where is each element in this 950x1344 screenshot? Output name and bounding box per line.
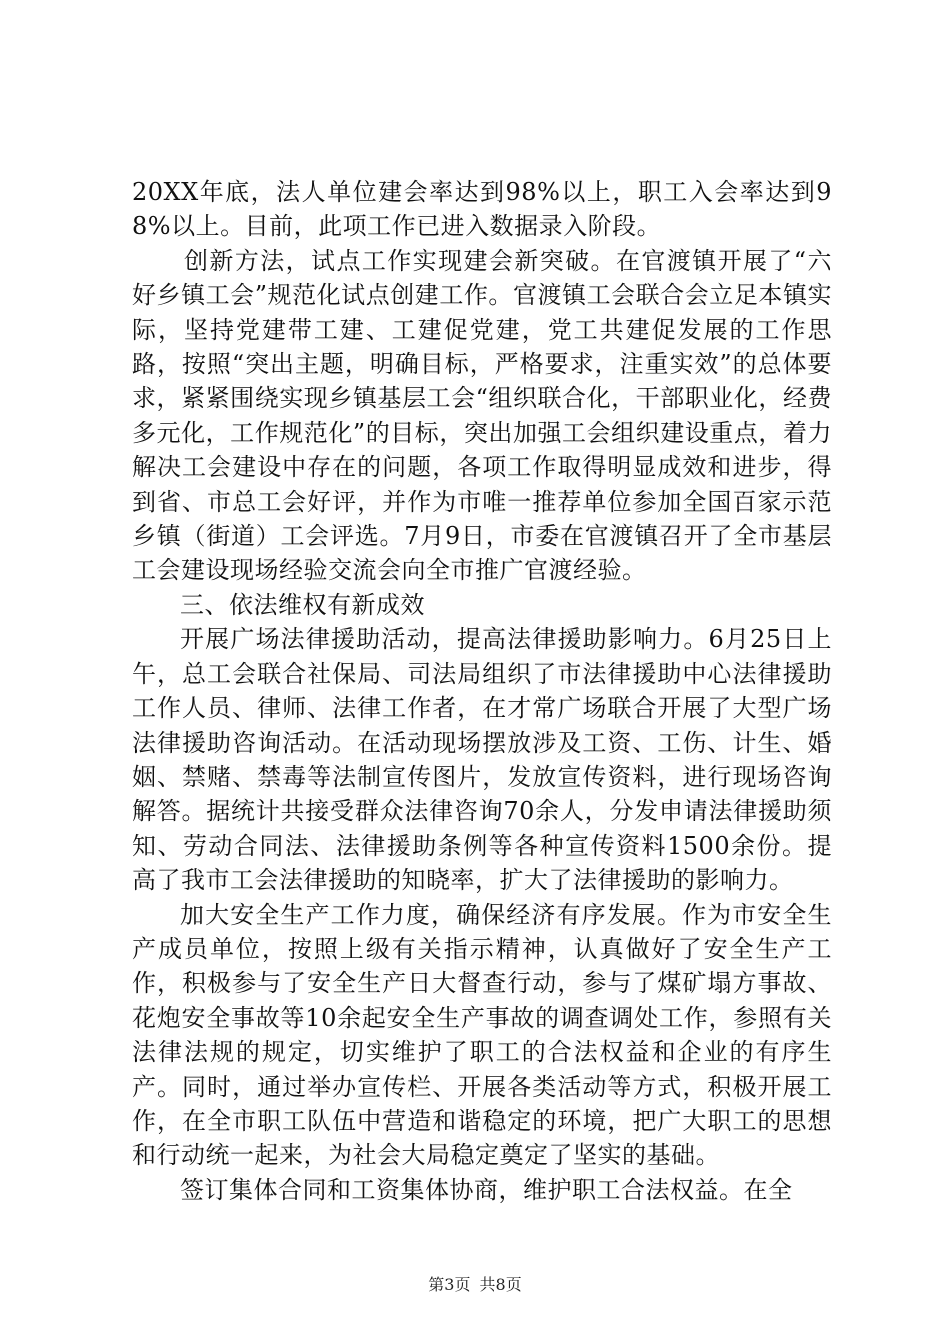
paragraph-collective-contract: 签订集体合同和工资集体协商，维护职工合法权益。在全 bbox=[180, 1175, 793, 1204]
document-body bbox=[132, 175, 832, 1207]
paragraph-continuation: 20XX年底，法人单位建会率达到98%以上，职工入会率达到98%以上。目前，此项工作已进入数据录入阶段。 bbox=[132, 178, 832, 241]
page-total: 共8页 bbox=[479, 1275, 522, 1294]
page-footer bbox=[0, 1272, 950, 1295]
page-number: 第3页 bbox=[428, 1275, 471, 1294]
paragraph-safety-production: 加大安全生产工作力度，确保经济有序发展。作为市安全生产成员单位，按照上级有关指示精神，认真做好了安全生产工作，积极参与了安全生产日大督查行动，参与了煤矿塌方事故、花炮安全事故等10余起安全生产事故的调查调处工作，参照有关法律法规的规定，切实维护了职工的合法权益和企业的有序生产。同时，通过举办宣传栏、开展各类活动等方式，积极开展工作，在全市职工队伍中营造和谐稳定的环境，把广大职工的思想和行动统一起来，为社会大局稳定奠定了坚实的基础。 bbox=[132, 900, 832, 1170]
section-heading-3: 三、依法维权有新成效 bbox=[180, 590, 425, 619]
paragraph-innovation-pilot: 创新方法，试点工作实现建会新突破。在官渡镇开展了“六好乡镇工会”规范化试点创建工作。官渡镇工会联合会立足本镇实际，坚持党建带工建、工建促党建，党工共建促发展的工作思路，按照“突出主题，明确目标，严格要求，注重实效”的总体要求，紧紧围绕实现乡镇基层工会“组织联合化，干部职业化，经费多元化，工作规范化”的目标，突出加强工会组织建设重点，着力解决工会建设中存在的问题，各项工作取得明显成效和进步，得到省、市总工会好评，并作为市唯一推荐单位参加全国百家示范乡镇（街道）工会评选。7月9日，市委在官渡镇召开了全市基层工会建设现场经验交流会向全市推广官渡经验。 bbox=[132, 246, 832, 585]
paragraph-legal-aid: 开展广场法律援助活动，提高法律援助影响力。6月25日上午，总工会联合社保局、司法局组织了市法律援助中心法律援助工作人员、律师、法律工作者，在才常广场联合开展了大型广场法律援助咨询活动。在活动现场摆放涉及工资、工伤、计生、婚姻、禁赌、禁毒等法制宣传图片，发放宣传资料，进行现场咨询解答。据统计共接受群众法律咨询70余人，分发申请法律援助须知、劳动合同法、法律援助条例等各种宣传资料1500余份。提高了我市工会法律援助的知晓率，扩大了法律援助的影响力。 bbox=[132, 625, 832, 895]
